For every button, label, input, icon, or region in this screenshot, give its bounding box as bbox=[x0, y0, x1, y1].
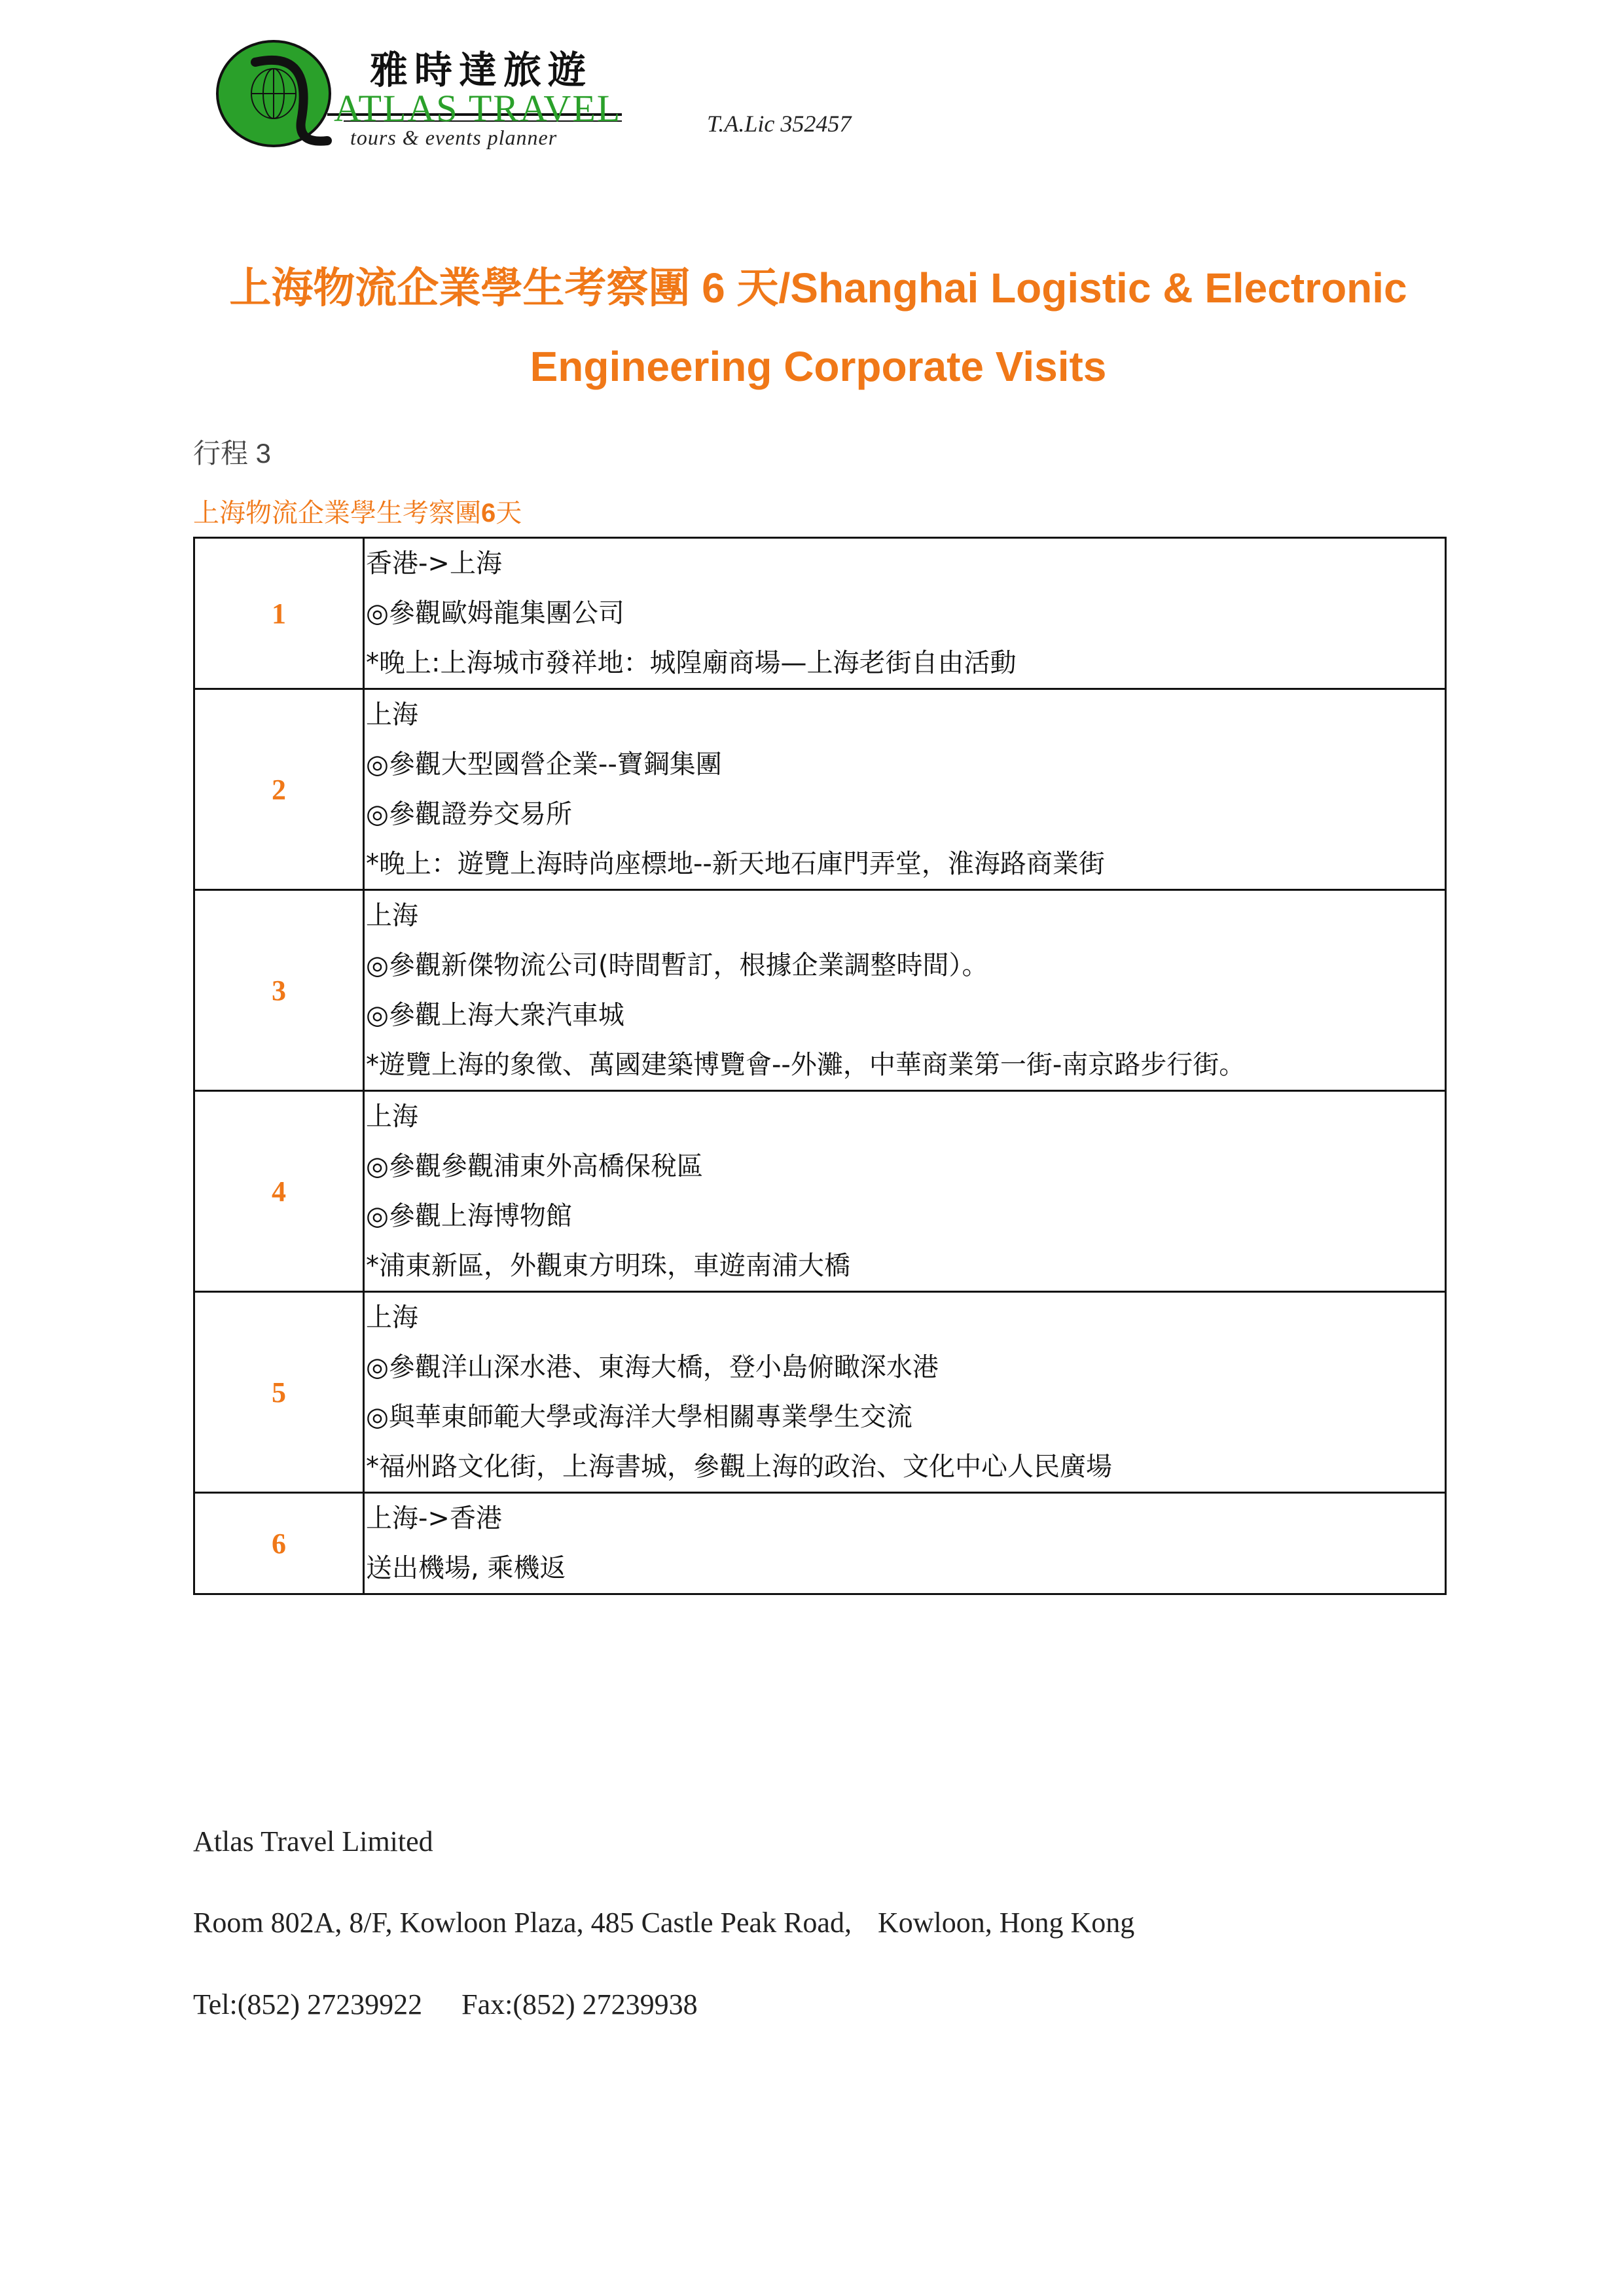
activity-line: ◎參觀參觀浦東外高橋保稅區 bbox=[366, 1151, 703, 1181]
activity-line: 上海 bbox=[366, 1302, 418, 1333]
activity-line: ◎與華東師範大學或海洋大學相關專業學生交流 bbox=[366, 1402, 912, 1432]
day-number: 3 bbox=[194, 890, 364, 1091]
itinerary-label: 行程 3 bbox=[193, 438, 272, 469]
day-activities bbox=[364, 1292, 1446, 1493]
day-number: 4 bbox=[194, 1091, 364, 1292]
table-row bbox=[194, 1292, 1446, 1493]
footer-company-name: Atlas Travel Limited bbox=[193, 1825, 433, 1857]
company-tagline: tours & events planner bbox=[350, 126, 558, 149]
document-title bbox=[131, 249, 1506, 406]
day-activities bbox=[364, 538, 1446, 689]
day-number: 6 bbox=[194, 1493, 364, 1594]
table-row bbox=[194, 538, 1446, 689]
company-name-english: ATLAS TRAVEL bbox=[334, 87, 622, 130]
table-caption-prefix: 上海物流企業學生考察團 bbox=[193, 498, 481, 528]
table-caption-days: 6 bbox=[481, 499, 496, 528]
activity-line: 上海->香港 bbox=[366, 1503, 502, 1534]
activity-line: *福州路文化街，上海書城，參觀上海的政治、文化中心人民廣場 bbox=[366, 1452, 1112, 1482]
itinerary-table bbox=[193, 537, 1447, 1595]
activity-line: ◎參觀證券交易所 bbox=[366, 799, 572, 829]
footer-tel: Tel:(852) 27239922 bbox=[193, 1988, 423, 2020]
table-caption-suffix: 天 bbox=[496, 498, 522, 528]
title-line-2: Engineering Corporate Visits bbox=[530, 343, 1107, 390]
table-row bbox=[194, 689, 1446, 890]
activity-line: ◎參觀上海博物館 bbox=[366, 1201, 572, 1231]
activity-line: ◎參觀上海大衆汽車城 bbox=[366, 1000, 624, 1030]
table-row bbox=[194, 1091, 1446, 1292]
activity-line: ◎參觀歐姆龍集團公司 bbox=[366, 598, 624, 628]
table-row bbox=[194, 890, 1446, 1091]
footer-contact bbox=[193, 1988, 698, 2021]
travel-agent-license: T.A.Lic 352457 bbox=[707, 111, 852, 137]
activity-line: *遊覽上海的象徵、萬國建築博覽會--外灘，中華商業第一街-南京路步行街。 bbox=[366, 1050, 1246, 1080]
title-line-1: 上海物流企業學生考察團 6 天/Shanghai Logistic & Electronic bbox=[229, 264, 1407, 312]
day-activities bbox=[364, 1493, 1446, 1594]
activity-line: *晚上:上海城市發祥地：城隍廟商場—上海老街自由活動 bbox=[366, 648, 1017, 678]
footer-address-street: Room 802A, 8/F, Kowloon Plaza, 485 Castle Peak Road, bbox=[193, 1907, 852, 1939]
day-activities bbox=[364, 689, 1446, 890]
footer-address bbox=[193, 1906, 1134, 1939]
table-row bbox=[194, 1493, 1446, 1594]
activity-line: 送出機場, 乘機返 bbox=[366, 1553, 566, 1583]
activity-line: 香港->上海 bbox=[366, 548, 502, 579]
activity-line: 上海 bbox=[366, 901, 418, 931]
activity-line: 上海 bbox=[366, 700, 418, 730]
table-caption bbox=[193, 492, 522, 529]
day-number: 2 bbox=[194, 689, 364, 890]
activity-line: 上海 bbox=[366, 1102, 418, 1132]
activity-line: ◎參觀新傑物流公司(時間暫訂，根據企業調整時間）。 bbox=[366, 950, 988, 980]
footer-address-city: Kowloon, Hong Kong bbox=[877, 1907, 1135, 1939]
company-name-chinese: 雅時達旅遊 bbox=[370, 48, 593, 92]
day-number: 5 bbox=[194, 1292, 364, 1493]
day-number: 1 bbox=[194, 538, 364, 689]
activity-line: *浦東新區，外觀東方明珠，車遊南浦大橋 bbox=[366, 1251, 850, 1281]
day-activities bbox=[364, 890, 1446, 1091]
activity-line: *晚上：遊覽上海時尚座標地--新天地石庫門弄堂，淮海路商業街 bbox=[366, 849, 1105, 879]
footer-fax: Fax:(852) 27239938 bbox=[461, 1988, 698, 2020]
day-activities bbox=[364, 1091, 1446, 1292]
activity-line: ◎參觀洋山深水港、東海大橋，登小島俯瞰深水港 bbox=[366, 1352, 939, 1382]
activity-line: ◎參觀大型國營企業--寶鋼集團 bbox=[366, 749, 722, 780]
